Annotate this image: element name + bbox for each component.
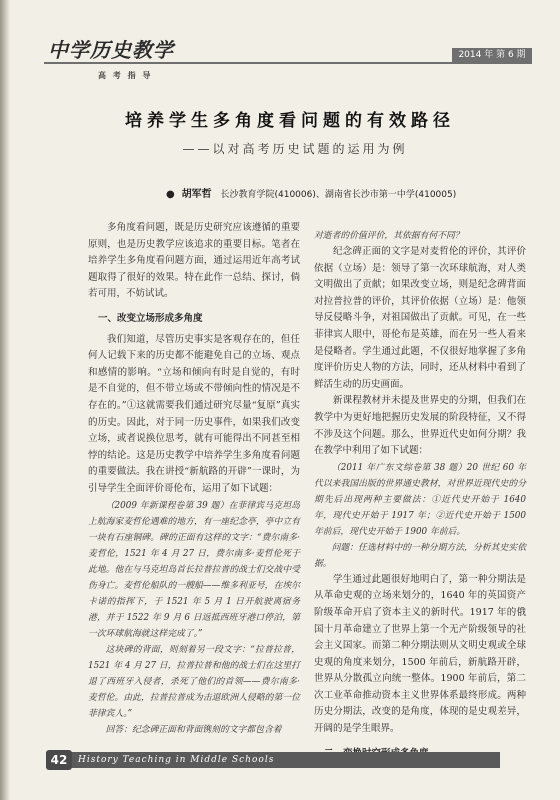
paragraph: 学生通过此题很好地明白了，第一种分期法是从革命史观的立场来划分的，1640 年的英国资产阶级革命开启了资本主义的新时代。1917 年的俄国十月革命建立了世界上第一个无产阶级领导的社会主义国家。而第二种分期法则从文明史观或全球史观的角度来划分，1500 年前后，新航路开辟，世界从分散孤立向统一整体。1900 年前后，第二次工业革命推动资本主义世界体系最终形成。两种历史分期法，改变的是角度，体现的是史观差异，开阔的是学生眼界。 (314, 573, 526, 735)
left-column (88, 220, 300, 738)
exam-question-text: （2011 年广东文综卷第 38 题）20 世纪 60 年代以来我国出版的世界通史教材，对世界近现代史的分期先后出现两种主要做法：①近代史开始于 1640 年，现代史开始于 1917 年；②近代史开始于 1500 年前后，现代史开始于 1900 年前后。 (314, 462, 526, 537)
author-line (166, 185, 456, 200)
exam-question-prompt: 回答：纪念碑正面和背面镌刻的文字都包含着 (105, 724, 282, 735)
article-subtitle: ——以对高考历史试题的运用为例 (182, 142, 408, 156)
issue-label: 2014 年 第 6 期 (452, 48, 532, 62)
journal-title: 中学历史教学 (48, 38, 174, 62)
page-number: 42 (46, 750, 72, 770)
exam-question-prompt: 对逝者的价值评价，其依据有何不同？ (314, 231, 464, 241)
author-affiliation: 长沙教育学院(410006)、湖南省长沙市第一中学(410005) (220, 190, 457, 200)
section-tag: 高 考 指 导 (98, 71, 153, 80)
journal-english-title: History Teaching in Middle Schools (78, 755, 275, 765)
header-rule (44, 62, 532, 64)
article-title: 培养学生多角度看问题的有效路径 (125, 111, 455, 131)
paragraph: 纪念碑正面的文字是对麦哲伦的评价，其评价依据（立场）是：领导了第一次环球航海，对人类文明做出了贡献；如果改变立场，则是纪念碑背面对拉普拉普的评价，其评价依据（立场）是：他领导反侵略斗争，对祖国做出了贡献。可见，在一些菲律宾人眼中，哥伦布是英雄，而在另一些人看来是侵略者。学生通过此题，不仅很好地掌握了多角度评价历史人物的方法，同时，还从材料中看到了鲜活生动的历史画面。 (314, 246, 526, 390)
paragraph: 新课程教材并未提及世界史的分期，但我们在教学中为更好地把握历史发展的阶段特征，又不得不涉及这个问题。那么，世界近代史如何分期？我在教学中利用了如下试题： (314, 395, 526, 457)
exam-question-text: 这块碑的背面，则刻着另一段文字：“拉普拉普，1521 年 4 月 27 日，拉普拉普和他的战士们在这里打退了西班牙入侵者，杀死了他们的首领——费尔南多·麦哲伦。由此，拉普拉普成为击退欧洲人侵略的第一位菲律宾人。” (88, 644, 300, 719)
author-name: 胡军哲 (181, 189, 212, 200)
bullet-icon: ● (166, 189, 175, 200)
section-heading: 一、改变立场形成多角度 (98, 312, 203, 324)
exam-question-text: （2009 年新课程卷第 39 题）在菲律宾马克坦岛上航海家麦哲伦遇难的地方，有一座纪念亭，亭中立有一块有石座铜碑。碑的正面有这样的文字：“费尔南多·麦哲伦，1521 年 4 月 27 日，费尔南多·麦哲伦死于此地。他在与马克坦岛首长拉普拉普的战士们交战中受伤身亡。麦哲伦船队的一艘船——维多利亚号，在埃尔卡诺的指挥下，于 1521 年 5 月 1 日开航驶离宿务港，并于 1522 年 9 月 6 日返抵西班牙港口停泊，第一次环球航海就这样完成了。” (88, 500, 300, 639)
paragraph: 多角度看问题，既是历史研究应该遵循的重要原则，也是历史教学应该追求的重要目标。笔者在培养学生多角度看问题方面，通过运用近年高考试题取得了很好的效果。特在此作一总结、探讨，倘若可用，不妨试试。 (88, 222, 300, 300)
exam-question-prompt: 问题：任选材料中的一种分期方法，分析其史实依据。 (314, 542, 526, 569)
paragraph: 我们知道，尽管历史事实是客观存在的，但任何人记载下来的历史都不能避免自己的立场、观点和感情的影响。“立场和倾向有时是自觉的，有时是不自觉的，但不带立场或不带倾向性的情况是不存在的。”①这就需要我们通过研究尽量“复原”真实的历史。因此，对于同一历史事件，如果我们改变立场，或者说换位思考，就有可能得出不同甚至相悖的结论。这是历史教学中培养学生多角度看问题的重要做法。我在讲授“新航路的开辟”一课时，为引导学生全面评价哥伦布，运用了如下试题： (88, 333, 300, 494)
right-column (314, 228, 526, 766)
